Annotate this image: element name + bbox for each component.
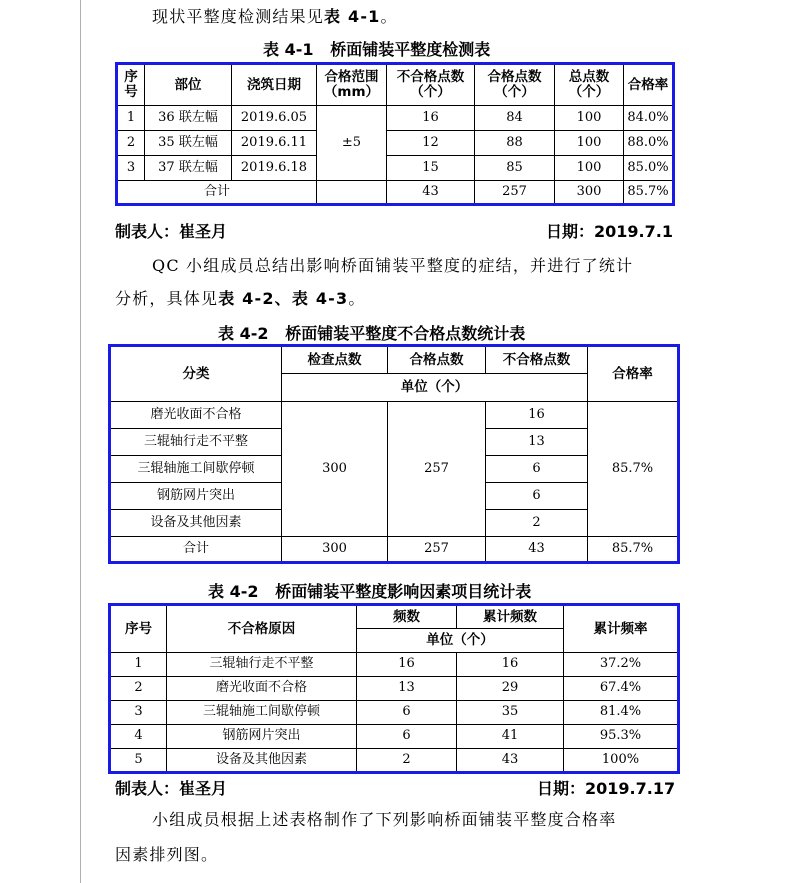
table3-cell: 三辊轴施工间歇停顿 [167,701,357,725]
table3-header-cumulative-rate: 累计频率 [564,605,679,653]
table-row [110,701,679,725]
table3-header-cumulative: 累计频数 [457,605,564,629]
table3-cell: 2 [110,677,167,701]
intro-text: 现状平整度检测结果见 [152,7,325,26]
table3-cell: 81.4% [564,701,679,725]
table3-cell: 2 [357,749,457,773]
table-row [110,402,679,429]
table1-date: 日期：2019.7.1 [546,222,673,241]
table2-header-row [110,346,679,374]
table1-total-unqualified: 43 [387,181,475,205]
table1-cell: 88.0% [624,131,674,156]
intro-paragraph [152,4,398,27]
table1-cell: 84.0% [624,106,674,131]
table3-cell: 41 [457,725,564,749]
para2-line2-ref: 表 4-2、表 4-3 [218,289,349,308]
table2-total-unqualified: 43 [486,537,588,563]
table2-unqualified: 13 [486,429,588,456]
table3-cell: 设备及其他因素 [167,749,357,773]
table2-caption: 表 4-2 桥面铺装平整度不合格点数统计表 [218,324,526,343]
table1-cell: 16 [387,106,475,131]
table1-cell: 37 联左幅 [145,156,232,181]
table3-cell: 35 [457,701,564,725]
table3-cell: 16 [457,653,564,677]
table2-header-category: 分类 [110,346,282,402]
table2-category: 三辊轴施工间歇停顿 [110,456,282,483]
table3-cell: 3 [110,701,167,725]
table3-cell: 6 [357,725,457,749]
table3-cell: 37.2% [564,653,679,677]
table3-cell: 6 [357,701,457,725]
table1-header-row [117,64,674,106]
table1-cell: 2019.6.05 [232,106,317,131]
table3-cell: 磨光收面不合格 [167,677,357,701]
table-row [110,749,679,773]
table1-cell: 1 [117,106,145,131]
table3-header-frequency: 频数 [357,605,457,629]
table2-total-qualified: 257 [388,537,486,563]
table3-cell: 5 [110,749,167,773]
table3-maker: 制表人：崔圣月 [115,779,228,798]
table1-cell: 88 [475,131,555,156]
table2-category: 设备及其他因素 [110,510,282,537]
table1-header-date: 浇筑日期 [232,64,317,106]
table3-header-reason: 不合格原因 [167,605,357,653]
intro-end: 。 [380,7,398,26]
table2-header-check: 检查点数 [282,346,388,374]
table3-cell: 三辊轴行走不平整 [167,653,357,677]
table2-unqualified: 2 [486,510,588,537]
table-row [110,725,679,749]
table2-header-rate: 合格率 [588,346,679,402]
table3-caption: 表 4-2 桥面铺装平整度影响因素项目统计表 [208,582,532,601]
table3-header-index: 序号 [110,605,167,653]
table1-cell: 35 联左幅 [145,131,232,156]
table1-cell: 36 联左幅 [145,106,232,131]
table3-cell: 4 [110,725,167,749]
table3-cell: 95.3% [564,725,679,749]
table1-header-index: 序号 [117,64,145,106]
table3-cell: 13 [357,677,457,701]
table2-header-unqualified: 不合格点数 [486,346,588,374]
table2-check-cell: 300 [282,402,388,537]
table1-cell: 85.0% [624,156,674,181]
table3-date: 日期：2019.7.17 [537,779,676,798]
table-row [110,653,679,677]
table2-total-check: 300 [282,537,388,563]
table2-unit: 单位（个） [282,374,588,402]
table1-cell: 84 [475,106,555,131]
table1-header-unqualified: 不合格点数（个） [387,64,475,106]
table3-cell: 43 [457,749,564,773]
table2-total-rate: 85.7% [588,537,679,563]
para3-line2: 因素排列图。 [115,845,219,864]
table2-unqualified: 16 [486,402,588,429]
para2-line2-end: 。 [348,289,366,308]
table3-cell: 1 [110,653,167,677]
table3-cell: 67.4% [564,677,679,701]
table1-header-total-points: 总点数（个） [555,64,624,106]
table2-total-row [110,537,679,563]
table1-total-qualified: 257 [475,181,555,205]
table2-qualified-cell: 257 [388,402,486,537]
table2-category: 钢筋网片突出 [110,483,282,510]
table1-cell: 100 [555,156,624,181]
para2-line2 [115,286,366,309]
page-margin-line [80,0,81,883]
table2-rate-cell: 85.7% [588,402,679,537]
table3-unit: 单位（个） [357,629,564,653]
table1-range-cell: ±5 [317,106,387,181]
table3-cell: 29 [457,677,564,701]
table3-cell: 钢筋网片突出 [167,725,357,749]
table1-cell: 85 [475,156,555,181]
table2-total-label: 合计 [110,537,282,563]
table1-total-label: 合计 [117,181,317,205]
table2-header-qualified: 合格点数 [388,346,486,374]
table-row [117,106,674,131]
table1-header-qualified: 合格点数（个） [475,64,555,106]
table1-total-row [117,181,674,205]
table1-maker: 制表人：崔圣月 [115,222,228,241]
table1-total-rate: 85.7% [624,181,674,205]
table1-cell: 100 [555,131,624,156]
table1-header-range: 合格范围（mm） [317,64,387,106]
table2 [108,344,680,564]
table1-cell: 100 [555,106,624,131]
table1-cell: 3 [117,156,145,181]
table1-cell: 2019.6.11 [232,131,317,156]
table1-header-rate: 合格率 [624,64,674,106]
table2-category: 磨光收面不合格 [110,402,282,429]
table1-cell: 12 [387,131,475,156]
table3 [108,603,680,774]
table3-header-row [110,605,679,629]
table3-cell: 100% [564,749,679,773]
para2-line1: QC 小组成员总结出影响桥面铺装平整度的症结，并进行了统计 [152,256,634,275]
table1-cell: 15 [387,156,475,181]
table1-caption: 表 4-1 桥面铺装平整度检测表 [263,40,491,59]
table-row [117,156,674,181]
table1 [115,62,675,206]
table1-total-empty [317,181,387,205]
table1-cell: 2019.6.18 [232,156,317,181]
table2-category: 三辊轴行走不平整 [110,429,282,456]
table2-unqualified: 6 [486,483,588,510]
table1-cell: 2 [117,131,145,156]
table1-total-points: 300 [555,181,624,205]
para2-line2-text: 分析，具体见 [115,289,219,308]
table-row [117,131,674,156]
intro-ref: 表 4-1 [324,7,381,26]
table2-unqualified: 6 [486,456,588,483]
table-row [110,677,679,701]
table1-header-location: 部位 [145,64,232,106]
table3-cell: 16 [357,653,457,677]
para3-line1: 小组成员根据上述表格制作了下列影响桥面铺装平整度合格率 [152,810,617,829]
